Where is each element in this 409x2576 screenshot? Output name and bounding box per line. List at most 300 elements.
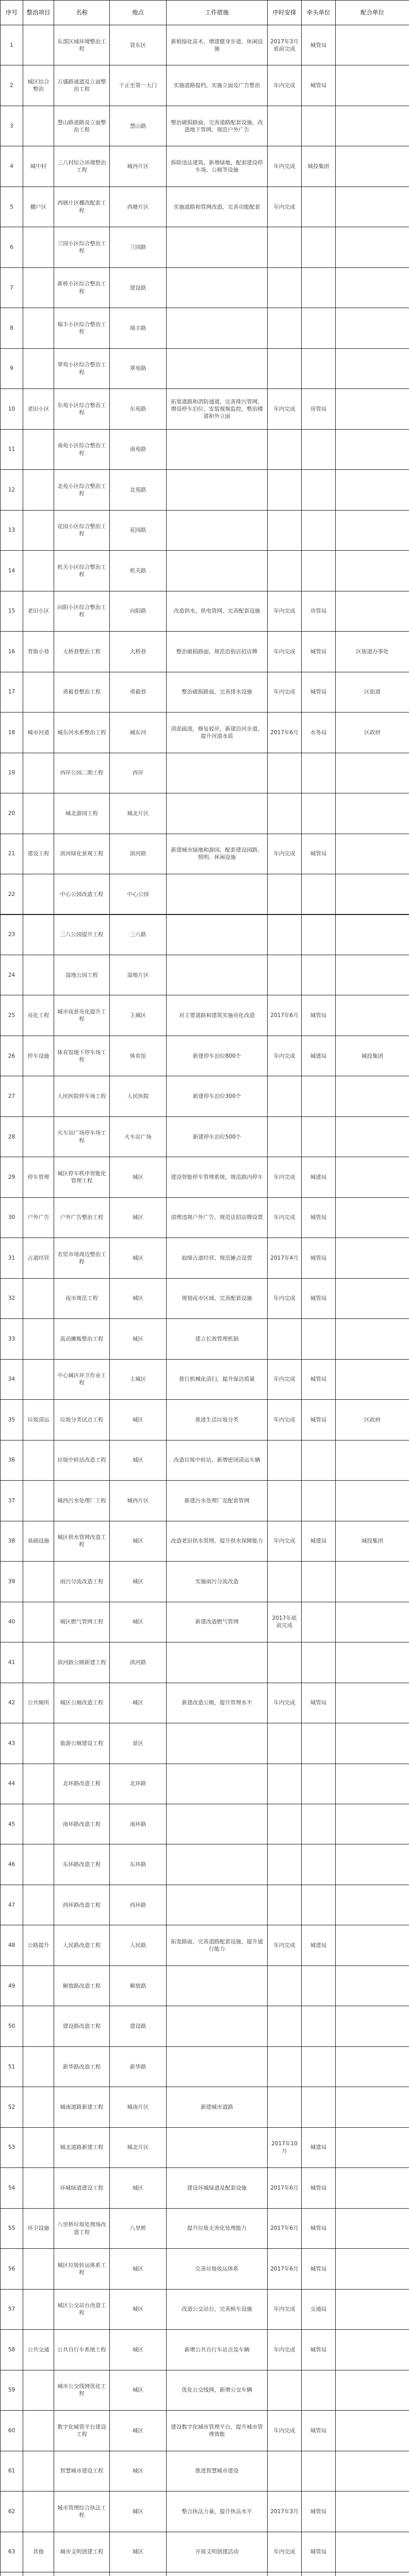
cell-seq-no: 34 <box>0 1359 23 1400</box>
cell-location: 北环路 <box>109 1764 167 1804</box>
cell-location: 城区 <box>109 2289 167 2330</box>
cell-project-type <box>23 914 54 955</box>
cell-schedule: 年内完成 <box>267 1157 302 1197</box>
cell-project-name: 翠苑小区综合整治工程 <box>54 348 110 389</box>
cell-location: 城区 <box>109 2329 167 2370</box>
cell-project-type <box>23 1318 54 1359</box>
cell-location: 城区 <box>109 1318 167 1359</box>
cell-project-type <box>23 1076 54 1116</box>
cell-project-name: 滨河绿化景观工程 <box>54 834 110 874</box>
cell-project-name: 湿地公园工程 <box>54 955 110 995</box>
cell-location: 城西片区 <box>109 146 167 187</box>
header-project-type: 整治项目 <box>23 0 54 25</box>
cell-project-type <box>23 2289 54 2330</box>
cell-support-unit <box>335 591 409 632</box>
cell-support-unit <box>335 2167 409 2208</box>
cell-location: 机关路 <box>109 550 167 591</box>
cell-seq-no: 46 <box>0 1844 23 1885</box>
cell-location <box>109 2572 167 2576</box>
cell-project-type <box>23 1359 54 1400</box>
cell-lead-unit: 城管局 <box>301 1683 336 1723</box>
cell-lead-unit: 城建局 <box>301 2127 336 2168</box>
cell-location: 城北片区 <box>109 793 167 834</box>
cell-project-type <box>23 2572 54 2576</box>
cell-location: 城西片区 <box>109 1480 167 1521</box>
cell-project-name: 垃圾中转站改造工程 <box>54 1440 110 1481</box>
cell-measures: 改造垃圾中转站，新增密闭清运车辆 <box>166 1440 268 1481</box>
cell-seq-no: 39 <box>0 1561 23 1602</box>
cell-schedule: 2017年10月 <box>267 2127 302 2168</box>
cell-schedule <box>267 267 302 308</box>
cell-support-unit <box>335 1885 409 1925</box>
cell-measures <box>166 955 268 995</box>
cell-seq-no: 37 <box>0 1480 23 1521</box>
cell-schedule: 2017年底前完成 <box>267 1602 302 1642</box>
cell-location: 城区 <box>109 1602 167 1642</box>
cell-measures: 开展文明创建活动 <box>166 2532 268 2572</box>
cell-measures <box>166 2006 268 2046</box>
cell-support-unit <box>335 1359 409 1400</box>
cell-support-unit <box>335 348 409 389</box>
cell-seq-no: 58 <box>0 2329 23 2370</box>
cell-seq-no <box>0 2572 23 2576</box>
cell-project-name: 体育馆地下停车场工程 <box>54 1036 110 1076</box>
cell-measures <box>166 348 268 389</box>
cell-support-unit <box>335 874 409 914</box>
cell-lead-unit <box>301 469 336 510</box>
cell-measures <box>166 510 268 551</box>
cell-location: 人民路 <box>109 1925 167 1965</box>
cell-schedule: 年内完成 <box>267 1683 302 1723</box>
cell-schedule <box>267 106 302 146</box>
cell-seq-no: 18 <box>0 712 23 753</box>
cell-support-unit <box>335 914 409 955</box>
cell-measures: 新建停车泊位800个 <box>166 1036 268 1076</box>
cell-location: 干正至第一大门 <box>109 65 167 106</box>
cell-support-unit <box>335 65 409 106</box>
cell-support-unit <box>335 2451 409 2492</box>
cell-schedule: 2017年6月 <box>267 995 302 1036</box>
cell-project-name: 智慧城市建设工程 <box>54 2451 110 2492</box>
cell-lead-unit: 城管局 <box>301 2491 336 2532</box>
cell-seq-no: 49 <box>0 1965 23 2006</box>
cell-schedule: 年内完成 <box>267 388 302 429</box>
cell-seq-no: 56 <box>0 2248 23 2289</box>
cell-project-type: 公共交通 <box>23 2329 54 2370</box>
cell-lead-unit: 房管局 <box>301 388 336 429</box>
cell-schedule <box>267 1076 302 1116</box>
cell-schedule: 年内完成 <box>267 1399 302 1440</box>
cell-measures: 优化公交线网，新增公交车辆 <box>166 2370 268 2411</box>
cell-support-unit <box>335 1764 409 1804</box>
cell-seq-no: 53 <box>0 2127 23 2168</box>
cell-location: 湿地片区 <box>109 955 167 995</box>
cell-project-name: 南苑小区综合整治工程 <box>54 429 110 470</box>
cell-location: 三八路 <box>109 914 167 955</box>
cell-measures <box>166 1804 268 1844</box>
cell-lead-unit <box>301 1318 336 1359</box>
cell-seq-no: 23 <box>0 914 23 955</box>
cell-support-unit <box>335 793 409 834</box>
cell-measures: 新建城市绿地和游园，配套建设园路、照明、休闲设施 <box>166 834 268 874</box>
cell-project-type <box>23 469 54 510</box>
cell-seq-no: 17 <box>0 672 23 713</box>
cell-seq-no: 24 <box>0 955 23 995</box>
cell-lead-unit: 城管局 <box>301 1359 336 1400</box>
cell-project-type <box>23 227 54 267</box>
cell-project-name: 环城绿道建设工程 <box>54 2167 110 2208</box>
cell-support-unit <box>335 1480 409 1521</box>
cell-seq-no: 51 <box>0 2046 23 2087</box>
cell-schedule <box>267 955 302 995</box>
cell-schedule <box>267 1480 302 1521</box>
cell-schedule <box>267 348 302 389</box>
cell-lead-unit: 城管局 <box>301 2410 336 2451</box>
cell-lead-unit: 城管局 <box>301 1197 336 1238</box>
cell-schedule <box>267 1723 302 1764</box>
cell-project-type: 城中村 <box>23 146 54 187</box>
cell-location: 城区 <box>109 1561 167 1602</box>
cell-project-type: 公共厕所 <box>23 1683 54 1723</box>
cell-support-unit <box>335 388 409 429</box>
cell-project-name: 三八公园提升工程 <box>54 914 110 955</box>
cell-support-unit: 区街道办事处 <box>335 631 409 672</box>
cell-project-name: 勇毅巷整治工程 <box>54 672 110 713</box>
cell-measures: 新建污水处理厂及配套管网 <box>166 1480 268 1521</box>
cell-location: 城区 <box>109 1440 167 1481</box>
cell-schedule: 年内完成 <box>267 672 302 713</box>
cell-location: 城区 <box>109 2410 167 2451</box>
cell-project-type <box>23 429 54 470</box>
cell-location: 建设路 <box>109 267 167 308</box>
cell-seq-no: 7 <box>0 267 23 308</box>
cell-lead-unit <box>301 793 336 834</box>
cell-location: 城区 <box>109 2248 167 2289</box>
cell-seq-no: 61 <box>0 2451 23 2492</box>
cell-support-unit <box>335 1116 409 1157</box>
cell-lead-unit: 城管局 <box>301 1399 336 1440</box>
cell-location: 东环路 <box>109 1844 167 1885</box>
cell-measures: 实施雨污分流改造 <box>166 1561 268 1602</box>
cell-schedule: 年内完成 <box>267 1925 302 1965</box>
cell-project-type <box>23 267 54 308</box>
cell-location: 主城区 <box>109 1359 167 1400</box>
cell-project-type: 老旧小区 <box>23 591 54 632</box>
cell-seq-no: 27 <box>0 1076 23 1116</box>
cell-location: 城区 <box>109 2370 167 2411</box>
cell-project-name: 南环路改造工程 <box>54 1804 110 1844</box>
cell-support-unit <box>335 1804 409 1844</box>
cell-support-unit <box>335 2572 409 2576</box>
cell-project-type <box>23 1764 54 1804</box>
cell-location: 主城区 <box>109 995 167 1036</box>
cell-project-name: 万盛路通道及立面整治工程 <box>54 65 110 106</box>
cell-support-unit <box>335 2370 409 2411</box>
cell-project-name: 人民路改造工程 <box>54 1925 110 1965</box>
cell-schedule <box>267 1804 302 1844</box>
cell-project-name: 瑞丰小区综合整治工程 <box>54 308 110 348</box>
cell-project-type <box>23 2127 54 2168</box>
cell-measures <box>166 2046 268 2087</box>
cell-support-unit <box>335 2329 409 2370</box>
cell-support-unit <box>335 1965 409 2006</box>
cell-lead-unit <box>301 1804 336 1844</box>
cell-support-unit <box>335 2532 409 2572</box>
cell-measures <box>166 469 268 510</box>
cell-support-unit: 城投集团 <box>335 1521 409 1562</box>
cell-support-unit <box>335 1440 409 1481</box>
cell-project-name: 户外广告整治工程 <box>54 1197 110 1238</box>
cell-measures: 建设环城绿道及配套设施 <box>166 2167 268 2208</box>
cell-support-unit: 区街道 <box>335 672 409 713</box>
cell-schedule: 2017年6月 <box>267 2167 302 2208</box>
cell-lead-unit: 城管局 <box>301 2329 336 2370</box>
cell-lead-unit <box>301 1480 336 1521</box>
cell-measures: 新建改造燃气管网 <box>166 1602 268 1642</box>
cell-support-unit <box>335 510 409 551</box>
cell-location: 建设路 <box>109 2006 167 2046</box>
cell-seq-no: 21 <box>0 834 23 874</box>
cell-location: 西环路 <box>109 1885 167 1925</box>
cell-support-unit <box>335 187 409 227</box>
cell-measures: 提升垃圾无害化处理能力 <box>166 2208 268 2249</box>
cell-measures: 整治破损路面，规范沿街店招店牌 <box>166 631 268 672</box>
cell-measures: 推进智慧城市建设 <box>166 2451 268 2492</box>
cell-location: 火车站广场 <box>109 1116 167 1157</box>
cell-measures: 建设数字化城市管理平台，提升城市管理效能 <box>166 2410 268 2451</box>
cell-measures <box>166 550 268 591</box>
cell-measures: 改造供水、供电管网，完善配套设施 <box>166 591 268 632</box>
cell-support-unit: 区政府 <box>335 712 409 753</box>
header-project-name: 名称 <box>54 0 110 25</box>
cell-schedule <box>267 1116 302 1157</box>
cell-lead-unit <box>301 510 336 551</box>
cell-project-type <box>23 1440 54 1481</box>
header-measures: 工作措施 <box>166 0 268 25</box>
cell-measures: 整治破损路面，完善道路配套设施，改造地下管网，规范户外广告 <box>166 106 268 146</box>
cell-seq-no: 15 <box>0 591 23 632</box>
cell-lead-unit: 水务局 <box>301 712 336 753</box>
cell-measures <box>166 1885 268 1925</box>
cell-seq-no: 29 <box>0 1157 23 1197</box>
cell-project-name: 城区公交站台改造工程 <box>54 2289 110 2330</box>
cell-schedule: 2017年6月 <box>267 2248 302 2289</box>
cell-support-unit <box>335 2208 409 2249</box>
cell-lead-unit <box>301 1561 336 1602</box>
cell-lead-unit <box>301 914 336 955</box>
cell-location: 城东河 <box>109 712 167 753</box>
cell-lead-unit: 城管局 <box>301 672 336 713</box>
cell-lead-unit <box>301 2087 336 2127</box>
cell-schedule: 年内完成 <box>267 1036 302 1076</box>
cell-lead-unit <box>301 2370 336 2411</box>
cell-seq-no: 25 <box>0 995 23 1036</box>
cell-schedule <box>267 308 302 348</box>
cell-project-type: 亮化工程 <box>23 995 54 1036</box>
cell-lead-unit: 城管局 <box>301 1278 336 1319</box>
cell-project-name: 新华路改造工程 <box>54 2046 110 2087</box>
cell-location: 城区 <box>109 1238 167 1278</box>
cell-lead-unit <box>301 1764 336 1804</box>
cell-project-type <box>23 2046 54 2087</box>
cell-lead-unit: 城管局 <box>301 834 336 874</box>
cell-support-unit <box>335 1642 409 1683</box>
cell-project-name: 建设路改造工程 <box>54 2006 110 2046</box>
cell-project-type: 建设工程 <box>23 834 54 874</box>
cell-support-unit <box>335 146 409 187</box>
cell-measures: 新增公共自行车站点及车辆 <box>166 2329 268 2370</box>
cell-support-unit <box>335 1561 409 1602</box>
cell-project-name: 北环路改造工程 <box>54 1764 110 1804</box>
cell-lead-unit <box>301 308 336 348</box>
cell-schedule: 年内完成 <box>267 1521 302 1562</box>
cell-project-name: 城北道路新建工程 <box>54 2127 110 2168</box>
cell-project-type <box>23 1561 54 1602</box>
cell-location: 城区 <box>109 2491 167 2532</box>
cell-lead-unit <box>301 187 336 227</box>
cell-project-type: 城区综合整治 <box>23 65 54 106</box>
cell-location: 人民医院 <box>109 1076 167 1116</box>
cell-measures: 建立长效管理机制 <box>166 1318 268 1359</box>
cell-project-name: 城区垃圾转运体系工程 <box>54 2248 110 2289</box>
cell-lead-unit: 城建局 <box>301 1036 336 1076</box>
cell-project-name: 花园小区综合整治工程 <box>54 510 110 551</box>
cell-location: 体育馆 <box>109 1036 167 1076</box>
cell-schedule <box>267 1885 302 1925</box>
cell-seq-no: 30 <box>0 1197 23 1238</box>
cell-support-unit <box>335 1925 409 1965</box>
cell-schedule <box>267 1561 302 1602</box>
cell-project-name: 垃圾分类试点工程 <box>54 1399 110 1440</box>
cell-project-type: 背街小巷 <box>23 631 54 672</box>
cell-lead-unit: 城管局 <box>301 631 336 672</box>
cell-schedule: 年内完成 <box>267 591 302 632</box>
cell-location: 城区 <box>109 2167 167 2208</box>
cell-measures <box>166 1844 268 1885</box>
cell-schedule <box>267 510 302 551</box>
cell-schedule <box>267 2087 302 2127</box>
cell-project-type <box>23 1480 54 1521</box>
cell-schedule <box>267 429 302 470</box>
cell-location: 景区 <box>109 1723 167 1764</box>
cell-project-name: 城区公厕改造工程 <box>54 1683 110 1723</box>
cell-seq-no: 11 <box>0 429 23 470</box>
cell-support-unit <box>335 469 409 510</box>
cell-seq-no: 40 <box>0 1602 23 1642</box>
cell-seq-no: 42 <box>0 1683 23 1723</box>
cell-seq-no: 47 <box>0 1885 23 1925</box>
cell-seq-no: 54 <box>0 2167 23 2208</box>
cell-project-type: 城市河道 <box>23 712 54 753</box>
cell-lead-unit <box>301 1602 336 1642</box>
cell-location: 城区 <box>109 1197 167 1238</box>
cell-project-name: 大桥巷整治工程 <box>54 631 110 672</box>
cell-support-unit <box>335 955 409 995</box>
cell-lead-unit <box>301 753 336 793</box>
cell-measures: 完善垃圾收运体系 <box>166 2248 268 2289</box>
cell-project-name: 滨河路公厕新建工程 <box>54 1642 110 1683</box>
cell-lead-unit <box>301 2006 336 2046</box>
cell-measures <box>166 914 268 955</box>
cell-support-unit <box>335 2046 409 2087</box>
cell-project-name: 中心公园改造工程 <box>54 874 110 914</box>
cell-project-name: 向阳小区综合整治工程 <box>54 591 110 632</box>
cell-measures <box>166 429 268 470</box>
cell-measures <box>166 793 268 834</box>
cell-project-type <box>23 1116 54 1157</box>
cell-measures: 整合执法力量，提升执法水平 <box>166 2491 268 2532</box>
cell-project-type <box>23 1602 54 1642</box>
cell-support-unit <box>335 1723 409 1764</box>
cell-schedule <box>267 1965 302 2006</box>
cell-project-name: 农贸市场周边整治工程 <box>54 1238 110 1278</box>
cell-location: 南环路 <box>109 1804 167 1844</box>
cell-schedule <box>267 1440 302 1481</box>
cell-measures: 拓宽路面，完善道路配套设施，提升通行能力 <box>166 1925 268 1965</box>
cell-project-name: 城市夜景亮化提升工程 <box>54 995 110 1036</box>
cell-seq-no: 63 <box>0 2532 23 2572</box>
cell-schedule: 年内完成 <box>267 65 302 106</box>
cell-location: 西塘片区 <box>109 187 167 227</box>
cell-support-unit <box>335 834 409 874</box>
cell-schedule: 2017年6月 <box>267 2208 302 2249</box>
cell-support-unit <box>335 1683 409 1723</box>
cell-project-name: 慧山路道路及立面整治工程 <box>54 106 110 146</box>
cell-schedule <box>267 753 302 793</box>
cell-project-name: 北苑小区综合整治工程 <box>54 469 110 510</box>
cell-project-name: 八里桥垃圾处理场改造工程 <box>54 2208 110 2249</box>
cell-schedule: 年内完成 <box>267 1197 302 1238</box>
cell-schedule: 2017年4月 <box>267 1238 302 1278</box>
cell-project-type: 占道经营 <box>23 1238 54 1278</box>
cell-project-name: 雨污分流改造工程 <box>54 1561 110 1602</box>
cell-project-type <box>23 550 54 591</box>
cell-support-unit <box>335 1602 409 1642</box>
cell-lead-unit: 城建局 <box>301 1925 336 1965</box>
cell-project-name: 西塘片区棚改配套工程 <box>54 187 110 227</box>
cell-lead-unit <box>301 429 336 470</box>
cell-project-type: 老旧小区 <box>23 388 54 429</box>
cell-project-type <box>23 1804 54 1844</box>
cell-measures: 取缔占道经营，规范摊点设置 <box>166 1238 268 1278</box>
cell-support-unit: 城投集团 <box>335 1036 409 1076</box>
cell-project-name <box>54 2572 110 2576</box>
cell-support-unit <box>335 995 409 1036</box>
cell-seq-no: 33 <box>0 1318 23 1359</box>
cell-lead-unit: 城管局 <box>301 65 336 106</box>
cell-project-type: 户外广告 <box>23 1197 54 1238</box>
cell-project-type <box>23 1844 54 1885</box>
cell-lead-unit <box>301 1076 336 1116</box>
cell-project-name: 火车站广场停车场工程 <box>54 1116 110 1157</box>
header-lead-unit: 牵头单位 <box>301 0 336 25</box>
cell-measures: 清淤疏浚，修复驳岸，新建沿河步道，提升河道水质 <box>166 712 268 753</box>
cell-project-type <box>23 2248 54 2289</box>
cell-seq-no: 9 <box>0 348 23 389</box>
cell-lead-unit: 城管局 <box>301 2167 336 2208</box>
cell-measures: 改造公交站台，完善候车设施 <box>166 2289 268 2330</box>
cell-schedule <box>267 1318 302 1359</box>
cell-project-type <box>23 793 54 834</box>
cell-support-unit: 区政府 <box>335 1399 409 1440</box>
cell-location: 城南片区 <box>109 2087 167 2127</box>
cell-project-type <box>23 106 54 146</box>
cell-project-type: 公路提升 <box>23 1925 54 1965</box>
cell-seq-no: 44 <box>0 1764 23 1804</box>
cell-schedule: 年内完成 <box>267 2289 302 2330</box>
cell-measures: 推行机械化清扫，提升保洁质量 <box>166 1359 268 1400</box>
cell-schedule: 年内完成 <box>267 2410 302 2451</box>
